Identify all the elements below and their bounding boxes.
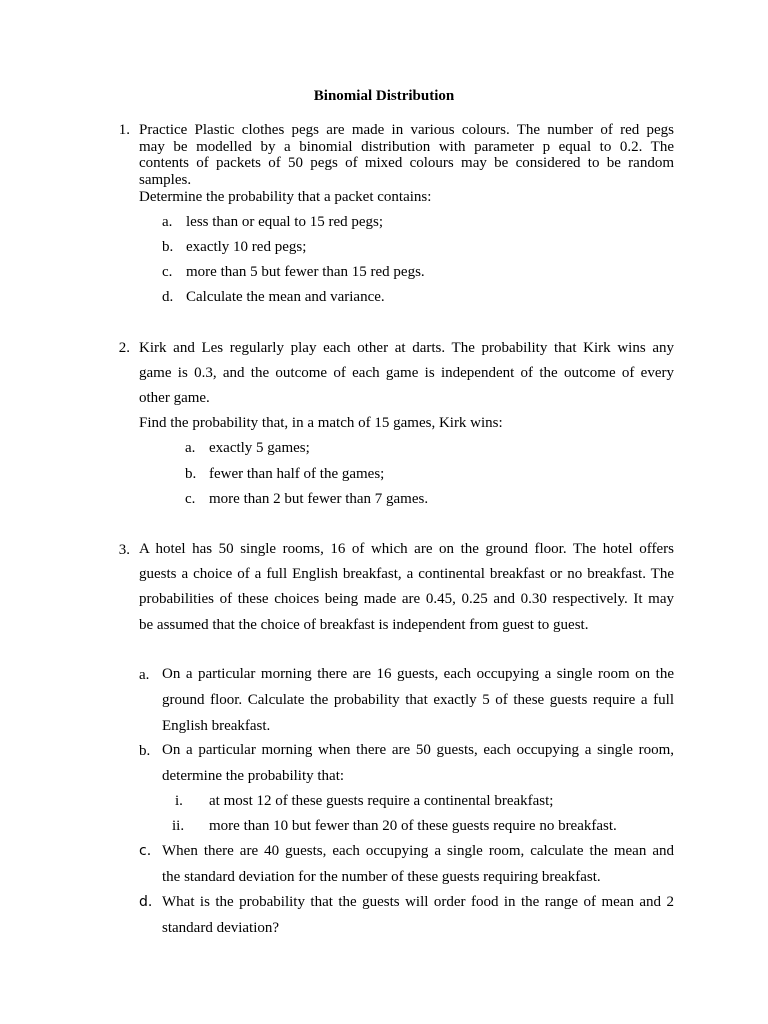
- part-text-line: determine the probability that:: [162, 768, 345, 784]
- question-text-line: game is 0.3, and the outcome of each game is independent of the outcome of every: [139, 365, 674, 381]
- subitem-text: at most 12 of these guests require a continental breakfast;: [209, 793, 554, 809]
- part-text-line: standard deviation?: [162, 920, 280, 936]
- part-text-line: When there are 40 guests, each occupying a single room, calculate the mean and: [162, 843, 674, 859]
- question-number: 1.: [118, 122, 130, 138]
- list-item-label: b.: [162, 239, 174, 255]
- question-text-line: A hotel has 50 single rooms, 16 of which are on the ground floor. The hotel offers: [139, 541, 674, 557]
- part-label: c.: [139, 843, 152, 859]
- list-item-label: a.: [185, 440, 196, 456]
- subitem-label: ii.: [172, 818, 185, 834]
- list-item-text: more than 5 but fewer than 15 red pegs.: [186, 264, 425, 280]
- question-text-line: may be modelled by a binomial distribution with parameter p equal to 0.2. The: [139, 139, 674, 155]
- list-item-label: c.: [185, 491, 196, 507]
- subitem-label: i.: [175, 793, 183, 809]
- page-title: Binomial Distribution: [313, 88, 455, 104]
- question-text-line: guests a choice of a full English breakfast, a continental breakfast or no breakfast. The: [139, 566, 674, 582]
- part-text-line: What is the probability that the guests will order food in the range of mean and 2: [162, 894, 674, 910]
- question-number: 3.: [118, 542, 130, 558]
- subitem-text: more than 10 but fewer than 20 of these guests require no breakfast.: [209, 818, 617, 834]
- list-item-label: a.: [162, 214, 173, 230]
- list-item-text: more than 2 but fewer than 7 games.: [209, 491, 429, 507]
- part-label: d.: [139, 894, 153, 910]
- list-item-text: exactly 5 games;: [209, 440, 310, 456]
- list-item-text: exactly 10 red pegs;: [186, 239, 307, 255]
- question-prompt: Determine the probability that a packet contains:: [139, 189, 432, 205]
- list-item-label: b.: [185, 466, 197, 482]
- part-label: a.: [139, 667, 150, 683]
- part-text-line: ground floor. Calculate the probability that exactly 5 of these guests require a full: [162, 692, 674, 708]
- question-text-line: other game.: [139, 390, 210, 406]
- list-item-text: less than or equal to 15 red pegs;: [186, 214, 384, 230]
- question-text-line: be assumed that the choice of breakfast is independent from guest to guest.: [139, 617, 589, 633]
- part-text-line: the standard deviation for the number of these guests requiring breakfast.: [162, 869, 601, 885]
- question-prompt: Find the probability that, in a match of 15 games, Kirk wins:: [139, 415, 503, 431]
- question-text-line: Practice Plastic clothes pegs are made in various colours. The number of red pegs: [139, 122, 674, 138]
- question-text-line: probabilities of these choices being made are 0.45, 0.25 and 0.30 respectively. It may: [139, 591, 674, 607]
- question-text-line: samples.: [139, 172, 192, 188]
- part-text-line: On a particular morning there are 16 guests, each occupying a single room on the: [162, 666, 674, 682]
- list-item-text: Calculate the mean and variance.: [186, 289, 385, 305]
- part-text-line: On a particular morning when there are 50 guests, each occupying a single room,: [162, 742, 674, 758]
- list-item-label: c.: [162, 264, 173, 280]
- question-text-line: contents of packets of 50 pegs of mixed colours may be considered to be random: [139, 155, 674, 171]
- part-label: b.: [139, 743, 151, 759]
- question-number: 2.: [118, 340, 130, 356]
- list-item-label: d.: [162, 289, 174, 305]
- list-item-text: fewer than half of the games;: [209, 466, 385, 482]
- part-text-line: English breakfast.: [162, 718, 271, 734]
- question-text-line: Kirk and Les regularly play each other at darts. The probability that Kirk wins any: [139, 340, 674, 356]
